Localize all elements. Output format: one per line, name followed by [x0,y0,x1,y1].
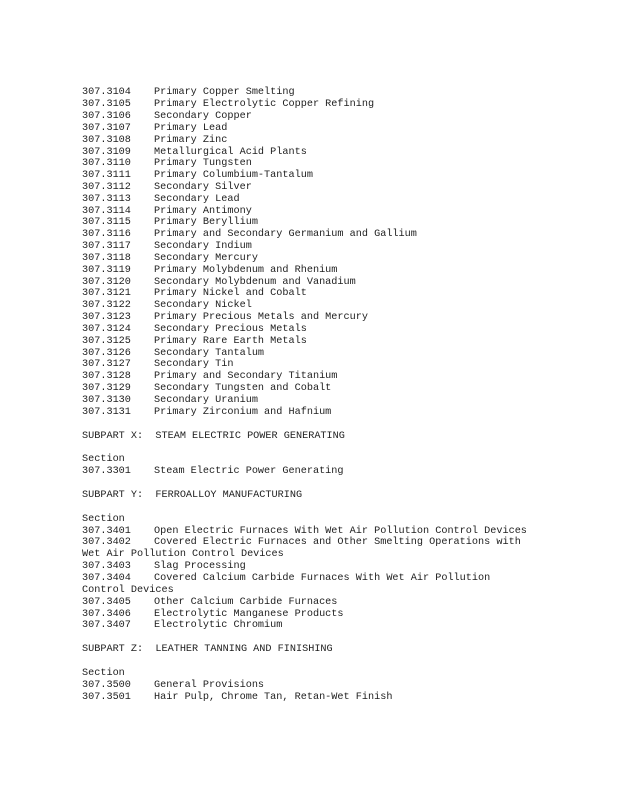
section-number: 307.3123 [82,312,131,323]
section-title: Primary Copper Smelting [154,87,295,98]
section-number: 307.3404 [82,573,131,584]
section-number: 307.3114 [82,206,131,217]
section-title: Primary Tungsten [154,158,252,169]
section-entry [82,573,602,585]
section-label: Section [82,454,125,465]
section-number: 307.3109 [82,147,131,158]
section-entry [82,383,602,395]
section-entry [82,111,602,123]
section-entry [82,288,602,300]
section-entry [82,135,602,147]
section-title: Primary Zinc [154,135,228,146]
section-number: 307.3124 [82,324,131,335]
section-number: 307.3131 [82,407,131,418]
section-number: 307.3118 [82,253,131,264]
section-entry [82,182,602,194]
subpart-x-heading: SUBPART X: STEAM ELECTRIC POWER GENERATING [82,431,345,442]
section-entry [82,371,602,383]
section-entry [82,407,602,419]
section-title: Secondary Precious Metals [154,324,307,335]
section-number: 307.3407 [82,620,131,631]
subpart-z-heading: SUBPART Z: LEATHER TANNING AND FINISHING [82,644,333,655]
section-title: Primary Nickel and Cobalt [154,288,307,299]
section-number: 307.3125 [82,336,131,347]
section-number: 307.3104 [82,87,131,98]
section-entry [82,194,602,206]
section-entry [82,123,602,135]
section-number: 307.3121 [82,288,131,299]
section-entry [82,170,602,182]
section-title: Primary Rare Earth Metals [154,336,307,347]
section-title: Secondary Tungsten and Cobalt [154,383,332,394]
section-number: 307.3130 [82,395,131,406]
section-entry [82,597,602,609]
section-title: Primary Precious Metals and Mercury [154,312,368,323]
section-title: Primary Electrolytic Copper Refining [154,99,375,110]
section-number: 307.3406 [82,609,131,620]
section-entry [82,561,602,573]
section-number: 307.3105 [82,99,131,110]
section-entry [82,395,602,407]
section-number: 307.3402 [82,537,131,548]
section-entry [82,87,602,99]
section-entry [82,537,602,549]
section-title: Steam Electric Power Generating [154,466,344,477]
section-number: 307.3127 [82,359,131,370]
section-title: Hair Pulp, Chrome Tan, Retan-Wet Finish [154,692,393,703]
section-number: 307.3126 [82,348,131,359]
section-entry [82,217,602,229]
section-entry [82,312,602,324]
section-number: 307.3405 [82,597,131,608]
section-title: Covered Calcium Carbide Furnaces With Wet Air Pollution [154,573,491,584]
section-entry [82,680,602,692]
section-entry [82,241,602,253]
section-number: 307.3301 [82,466,131,477]
section-entry [82,253,602,265]
section-entry [82,229,602,241]
section-title: Primary Columbium-Tantalum [154,170,313,181]
section-title: Electrolytic Manganese Products [154,609,344,620]
section-number: 307.3111 [82,170,131,181]
section-title: Secondary Copper [154,111,252,122]
section-title: Other Calcium Carbide Furnaces [154,597,338,608]
section-title: Covered Electric Furnaces and Other Smelting Operations with [154,537,521,548]
section-title: Secondary Uranium [154,395,258,406]
section-number: 307.3122 [82,300,131,311]
section-number: 307.3401 [82,526,131,537]
section-entry [82,620,602,632]
section-number: 307.3403 [82,561,131,572]
section-title: Slag Processing [154,561,246,572]
section-number: 307.3113 [82,194,131,205]
section-title: Primary Molybdenum and Rhenium [154,265,338,276]
section-title: Primary Antimony [154,206,252,217]
section-title: Secondary Silver [154,182,252,193]
section-title: Primary Beryllium [154,217,258,228]
section-entry [82,359,602,371]
section-number: 307.3115 [82,217,131,228]
section-title: General Provisions [154,680,265,691]
section-entry [82,158,602,170]
section-number: 307.3128 [82,371,131,382]
section-title: Primary and Secondary Titanium [154,371,338,382]
section-number: 307.3500 [82,680,131,691]
section-number: 307.3120 [82,277,131,288]
section-title: Metallurgical Acid Plants [154,147,307,158]
section-entry [82,324,602,336]
section-title: Primary Zirconium and Hafnium [154,407,332,418]
section-title: Secondary Mercury [154,253,258,264]
section-entry [82,300,602,312]
section-number: 307.3116 [82,229,131,240]
section-title: Primary Lead [154,123,228,134]
section-number: 307.3112 [82,182,131,193]
section-entry [82,336,602,348]
section-title: Secondary Nickel [154,300,252,311]
section-entry [82,466,602,478]
section-entry [82,265,602,277]
section-title-continuation: Control Devices [82,585,174,596]
section-number: 307.3110 [82,158,131,169]
section-number: 307.3107 [82,123,131,134]
section-number: 307.3108 [82,135,131,146]
section-title: Secondary Tin [154,359,234,370]
section-number: 307.3501 [82,692,131,703]
section-title-continuation: Wet Air Pollution Control Devices [82,549,284,560]
section-title: Open Electric Furnaces With Wet Air Pollution Control Devices [154,526,527,537]
section-number: 307.3129 [82,383,131,394]
section-title: Secondary Indium [154,241,252,252]
section-title: Electrolytic Chromium [154,620,283,631]
section-title: Secondary Tantalum [154,348,265,359]
section-number: 307.3119 [82,265,131,276]
section-label: Section [82,668,125,679]
section-title: Secondary Molybdenum and Vanadium [154,277,356,288]
section-number: 307.3117 [82,241,131,252]
section-label: Section [82,514,125,525]
section-title: Secondary Lead [154,194,240,205]
subpart-y-heading: SUBPART Y: FERROALLOY MANUFACTURING [82,490,303,501]
section-entry [82,99,602,111]
section-entry [82,692,602,704]
section-number: 307.3106 [82,111,131,122]
section-title: Primary and Secondary Germanium and Gallium [154,229,417,240]
